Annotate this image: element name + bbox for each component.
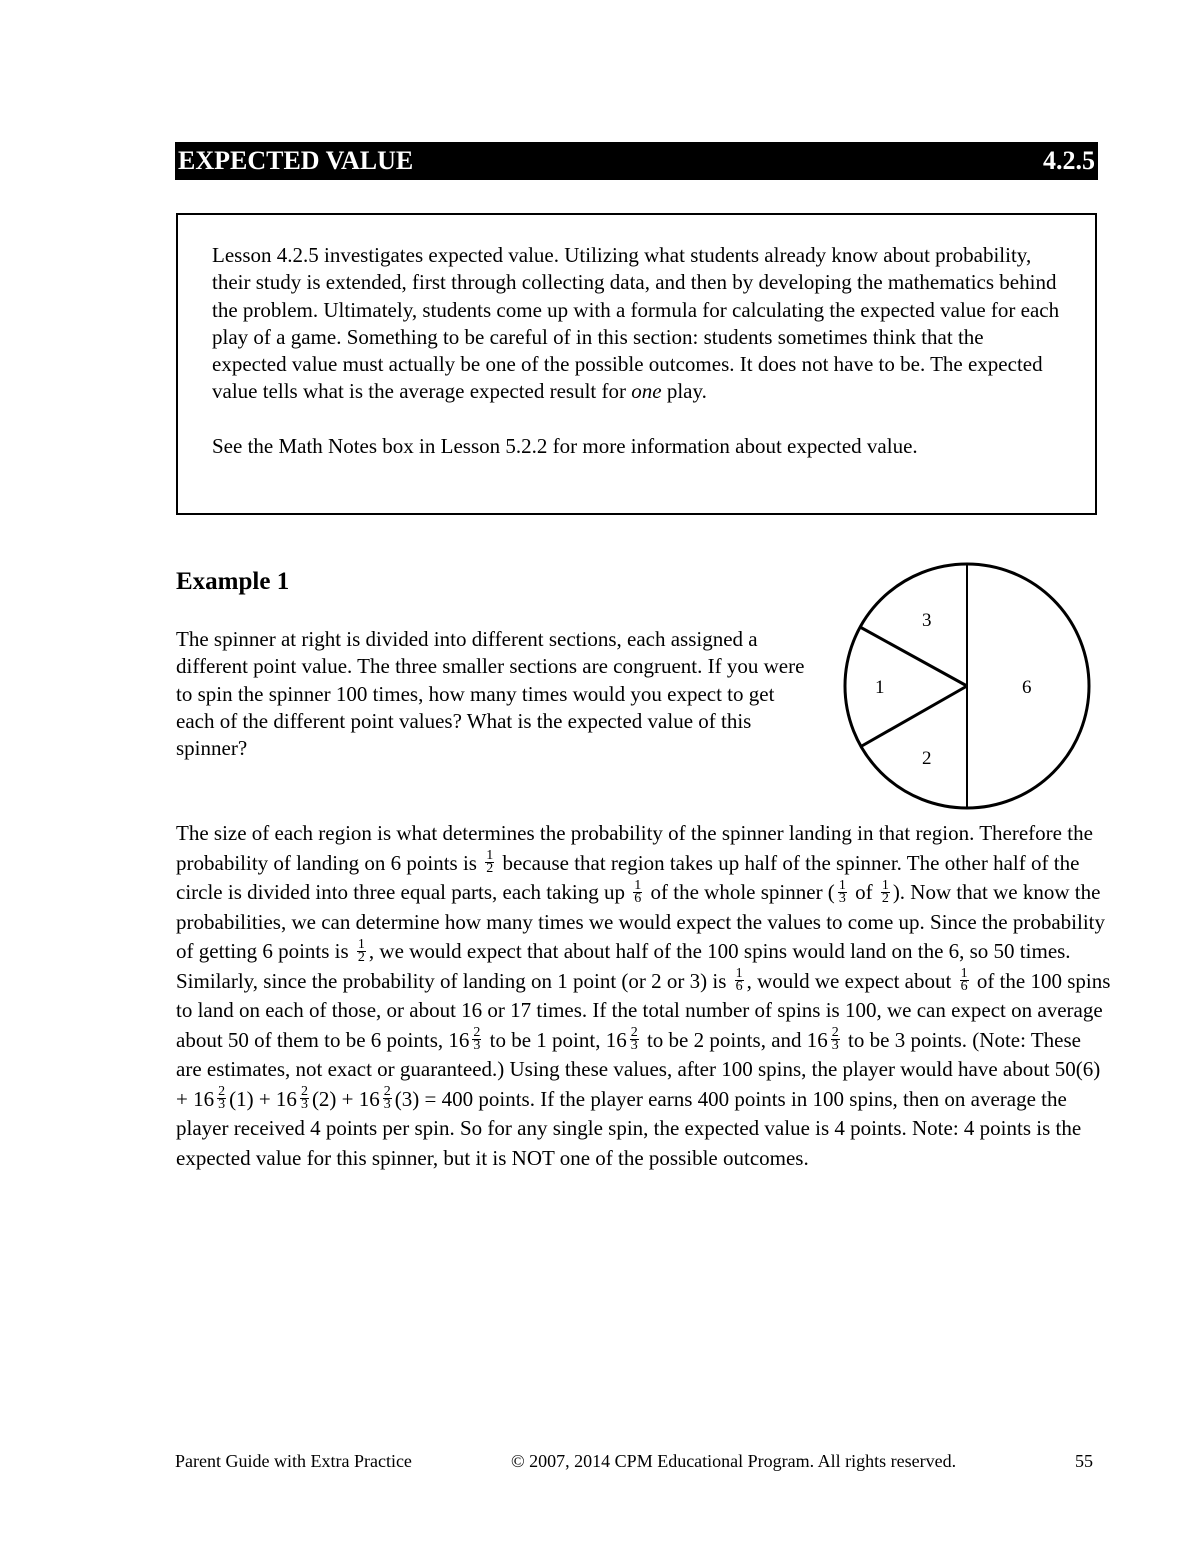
solution-text: of: [849, 880, 878, 904]
fraction-numerator: 1: [960, 966, 968, 982]
fraction-denominator: 3: [383, 1097, 391, 1113]
fraction-denominator: 2: [357, 949, 365, 965]
solution-text: of the whole spinner (: [645, 880, 835, 904]
section-number: 4.2.5: [1043, 146, 1095, 175]
fraction-numerator: 2: [831, 1025, 839, 1041]
fraction-one-third: [838, 877, 847, 906]
intro-text-part: Lesson 4.2.5 investigates expected value. Utilizing what students already know about probability, their study is extended, first through collecting data, and then by developing the mathematics behind the problem. Ultimately, students come up with a formula for calculating the expected value for each play of a game. Something to be careful of in this section: students sometimes think that the expected value must actually be one of the possible outcomes. It does not have to be. The expected value tells what is the average expected result for: [212, 243, 1060, 404]
footer-book-title: Parent Guide with Extra Practice: [175, 1451, 412, 1471]
fraction-two-thirds: [300, 1086, 309, 1111]
fraction-numerator: 2: [630, 1025, 638, 1041]
fraction-one-sixth: [960, 968, 969, 993]
intro-text-part: play.: [661, 379, 707, 404]
mixed-number-whole: 16: [448, 1027, 470, 1052]
mixed-number-whole: 16: [806, 1027, 828, 1052]
solution-text: of the 100 spins to land on each of those, or about 16 or 17 times. If the total number of spins is 100, we can expect on average about 50 of them to be 6 points,: [176, 968, 1111, 1052]
equation-part: (3) = 400: [394, 1086, 474, 1111]
fraction-denominator: 2: [486, 861, 494, 877]
fraction-denominator: 3: [300, 1097, 308, 1113]
fraction-two-thirds: [630, 1027, 639, 1052]
section-header-bar: [175, 142, 1098, 180]
solution-text: to be 3 points. (Note: These are estimates, not exact or guaranteed.) Using these values, after 100 spins, the player would have about: [176, 1027, 1081, 1081]
fraction-numerator: 1: [735, 966, 743, 982]
section-title: EXPECTED VALUE: [178, 146, 414, 175]
fraction-denominator: 6: [960, 979, 968, 995]
fraction-denominator: 3: [473, 1038, 481, 1054]
fraction-denominator: 3: [831, 1038, 839, 1054]
solution-text: ). Now that we know the probabilities, we can determine how many times we would expect the values to come up. Since the probability of getting 6 points is: [176, 880, 1105, 963]
fraction-denominator: 2: [881, 890, 889, 906]
solution-text: to be 2 points, and: [641, 1027, 807, 1052]
fraction-numerator: 1: [634, 877, 642, 893]
equation-part: (2) + 16: [311, 1086, 380, 1111]
fraction-numerator: 1: [486, 848, 494, 864]
example-title: Example 1: [176, 568, 290, 595]
page-number: 55: [1075, 1451, 1093, 1471]
fraction-one-half: [881, 877, 890, 906]
equation-part: 50(6) + 16: [176, 1057, 1101, 1111]
spinner-label-2: 2: [922, 748, 932, 769]
footer-copyright: © 2007, 2014 CPM Educational Program. All rights reserved.: [511, 1451, 957, 1471]
fraction-one-sixth: [735, 968, 744, 993]
solution-text: , would we expect about: [746, 968, 957, 993]
fraction-two-thirds: [383, 1086, 392, 1111]
fraction-two-thirds: [472, 1027, 481, 1052]
equation-part: (1) + 16: [229, 1086, 297, 1111]
fraction-denominator: 3: [218, 1097, 226, 1113]
fraction-denominator: 3: [838, 890, 846, 906]
page-footer: [175, 1451, 1098, 1475]
fraction-two-thirds: [217, 1086, 226, 1111]
fraction-one-half: [357, 936, 366, 965]
fraction-one-sixth: [633, 877, 642, 906]
fraction-numerator: 2: [300, 1084, 308, 1100]
solution-text: The size of each region is what determines the probability of the spinner landing in that region. Therefore the probability of landing on 6 points is: [176, 821, 1093, 875]
lesson-intro-box: [176, 213, 1097, 515]
solution-text: to be 1 point,: [484, 1027, 606, 1052]
fraction-numerator: 2: [383, 1084, 391, 1100]
intro-paragraph: [212, 242, 1061, 406]
solution-text: points. If the player earns 400 points in 100 spins, then on average the player received 4 points per spin. So for any single spin, the expected value is 4 points. Note: 4 points is the expected value for this spinner, but it is NOT one of the possible outcomes.: [176, 1086, 1082, 1170]
fraction-numerator: 2: [473, 1025, 481, 1041]
fraction-numerator: 1: [357, 936, 365, 952]
fraction-one-half: [485, 850, 494, 875]
example-question: The spinner at right is divided into different sections, each assigned a different point value. The three smaller sections are congruent. If you were to spin the spinner 100 times, how many times would you expect to get each of the different point values? What is the expected value of this spinner?: [176, 627, 805, 761]
fraction-two-thirds: [831, 1027, 840, 1052]
spinner-label-6: 6: [1022, 677, 1032, 698]
fraction-denominator: 3: [630, 1038, 638, 1054]
fraction-numerator: 1: [881, 877, 889, 893]
fraction-numerator: 2: [218, 1084, 226, 1100]
fraction-denominator: 6: [634, 890, 642, 906]
mixed-number-whole: 16: [605, 1027, 627, 1052]
spinner-label-1: 1: [875, 677, 885, 698]
intro-emphasis: one: [631, 379, 662, 404]
intro-math-notes: See the Math Notes box in Lesson 5.2.2 for more information about expected value.: [212, 433, 918, 458]
spinner-diagram: [838, 558, 1094, 814]
solution-text: because that region takes up half of the spinner. The other half of the circle is divided into three equal parts, each taking up: [176, 850, 1080, 904]
solution-paragraph: [176, 819, 1111, 1173]
fraction-denominator: 6: [735, 979, 743, 995]
spinner-label-3: 3: [922, 610, 932, 631]
fraction-numerator: 1: [838, 877, 846, 893]
solution-text: , we would expect that about half of the 100 spins would land on the 6, so 50 times. Similarly, since the probability of landing on 1 point (or 2 or 3) is: [176, 939, 1071, 993]
